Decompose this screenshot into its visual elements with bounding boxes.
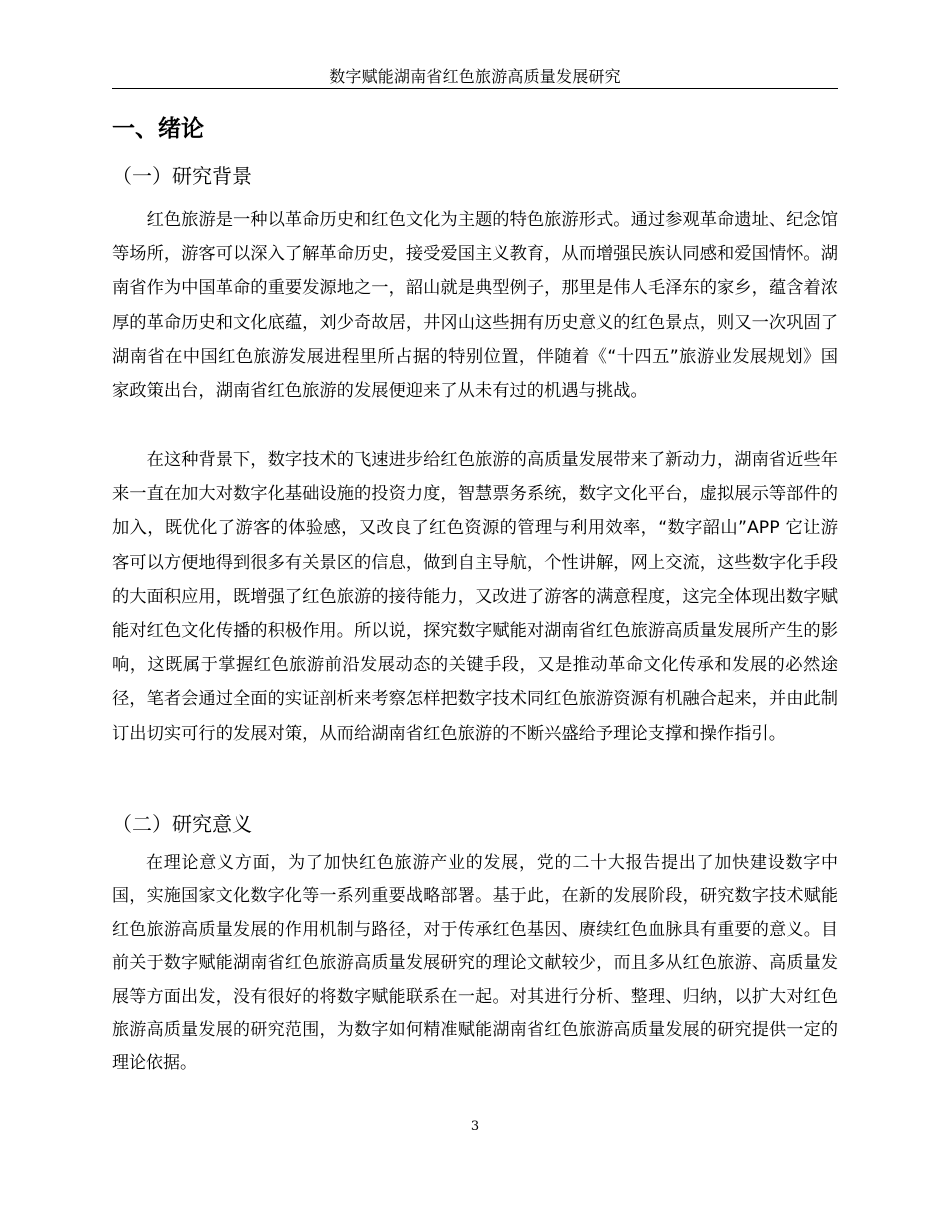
paragraph-significance-1: 在理论意义方面，为了加快红色旅游产业的发展，党的二十大报告提出了加快建设数字中国，实施国家文化数字化等一系列重要战略部署。基于此，在新的发展阶段，研究数字技术赋能红色旅游高质量发展的作用机制与路径，对于传承红色基因、赓续红色血脉具有重要的意义。目前关于数字赋能湖南省红色旅游高质量发展研究的理论文献较少，而且多从红色旅游、高质量发展等方面出发，没有很好的将数字赋能联系在一起。对其进行分析、整理、归纳，以扩大对红色旅游高质量发展的研究范围，为数字如何精准赋能湖南省红色旅游高质量发展的研究提供一定的理论依据。 xyxy=(112,853,838,1074)
section-heading: 一、绪论 xyxy=(112,116,204,142)
header-rule xyxy=(112,88,838,89)
paragraph-background-1: 红色旅游是一种以革命历史和红色文化为主题的特色旅游形式。通过参观革命遗址、纪念馆等场所，游客可以深入了解革命历史，接受爱国主义教育，从而增强民族认同感和爱国情怀。湖南省作为中国革命的重要发源地之一，韶山就是典型例子，那里是伟人毛泽东的家乡，蕴含着浓厚的革命历史和文化底蕴，刘少奇故居，井冈山这些拥有历史意义的红色景点，则又一次巩固了湖南省在中国红色旅游发展进程里所占据的特别位置，伴随着《“十四五”旅游业发展规划》国家政策出台，湖南省红色旅游的发展便迎来了从未有过的机遇与挑战。 xyxy=(112,210,838,402)
page-number: 3 xyxy=(470,1119,480,1134)
subsection-heading-significance: （二）研究意义 xyxy=(112,812,252,836)
paragraph-background-2: 在这种背景下，数字技术的飞速进步给红色旅游的高质量发展带来了新动力，湖南省近些年来一直在加大对数字化基础设施的投资力度，智慧票务系统，数字文化平台，虚拟展示等部件的加入，既优化了游客的体验感，又改良了红色资源的管理与利用效率，“数字韶山”APP 它让游客可以方便地得到很多有关景区的信息，做到自主导航，个性讲解，网上交流，这些数字化手段的大面积应用，既增强了红色旅游的接待能力，又改进了游客的满意程度，这完全体现出数字赋能对红色文化传播的积极作用。所以说，探究数字赋能对湖南省红色旅游高质量发展所产生的影响，这既属于掌握红色旅游前沿发展动态的关键手段，又是推动革命文化传承和发展的必然途径，笔者会通过全面的实证剖析来考察怎样把数字技术同红色旅游资源有机融合起来，并由此制订出切实可行的发展对策，从而给湖南省红色旅游的不断兴盛给予理论支撑和操作指引。 xyxy=(112,450,838,744)
running-header: 数字赋能湖南省红色旅游高质量发展研究 xyxy=(329,67,621,86)
subsection-heading-background: （一）研究背景 xyxy=(112,164,252,188)
